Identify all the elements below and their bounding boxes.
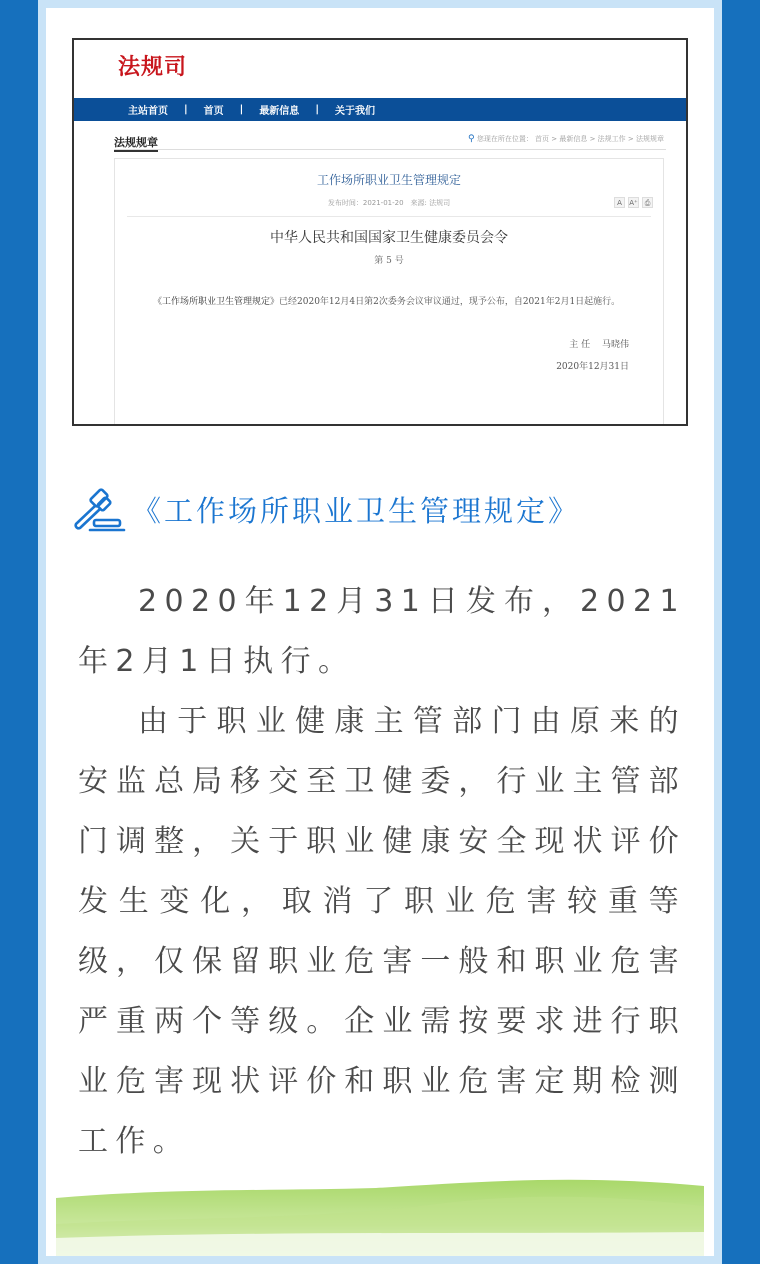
article-title: 工作场所职业卫生管理规定 [316, 173, 461, 187]
section-title: 法规规章 [114, 134, 158, 152]
regulation-name: 《工作场所职业卫生管理规定》 [153, 297, 280, 307]
signature: 主 任 马晓伟 [569, 340, 629, 350]
section-heading [68, 486, 580, 532]
site-logo: 法规司 [118, 55, 188, 80]
paragraph: 2020年12月31日发布，2021年2月1日执行。 [78, 584, 686, 679]
order-text: 已经2020年12月4日第2次委务会议审议通过，现予公布，自2021年2月1日起施行。 [279, 297, 621, 307]
website-screenshot [72, 38, 688, 426]
font-decrease-icon: A [614, 197, 625, 208]
breadcrumb-text: 您现在所在位置： 首页 > 最新信息 > 法规工作 > 法规规章 [476, 135, 664, 143]
signature-date: 2020年12月31日 [556, 362, 629, 372]
nav-item: 主站首页 [128, 106, 168, 117]
location-pin-icon: ⚲ [468, 134, 475, 144]
green-wave-decoration [56, 1176, 704, 1256]
nav-divider: | [184, 104, 188, 115]
nav-item: 关于我们 [334, 106, 375, 117]
site-nav [74, 98, 686, 121]
nav-divider: | [315, 104, 319, 115]
article-card [114, 158, 664, 426]
heading-text: 《工作场所职业卫生管理规定》 [132, 493, 581, 528]
article-tools [614, 197, 653, 208]
nav-item: 首页 [203, 106, 224, 117]
paragraph: 由于职业健康主管部门由原来的安监总局移交至卫健委，行业主管部门调整，关于职业健康安全现状评价发生变化，取消了职业危害较重等级，仅保留职业危害一般和职业危害严重两个等级。企业需按要求进行职业危害现状评价和职业危害定期检测工作。 [78, 704, 686, 1159]
nav-divider: | [239, 104, 244, 115]
nav-item: 最新信息 [259, 106, 300, 117]
divider [114, 149, 666, 150]
order-title: 中华人民共和国国家卫生健康委员会令 [270, 230, 508, 246]
divider [127, 216, 651, 217]
order-number: 第 5 号 [374, 256, 404, 266]
article-page [46, 8, 714, 1256]
article-meta: 发布时间：2021-01-20 来源: 法规司 [327, 199, 451, 207]
gavel-icon [68, 486, 126, 532]
font-increase-icon: A⁺ [629, 199, 638, 207]
breadcrumb [468, 134, 664, 144]
print-icon: ⎙ [642, 197, 653, 208]
order-body [135, 292, 643, 312]
